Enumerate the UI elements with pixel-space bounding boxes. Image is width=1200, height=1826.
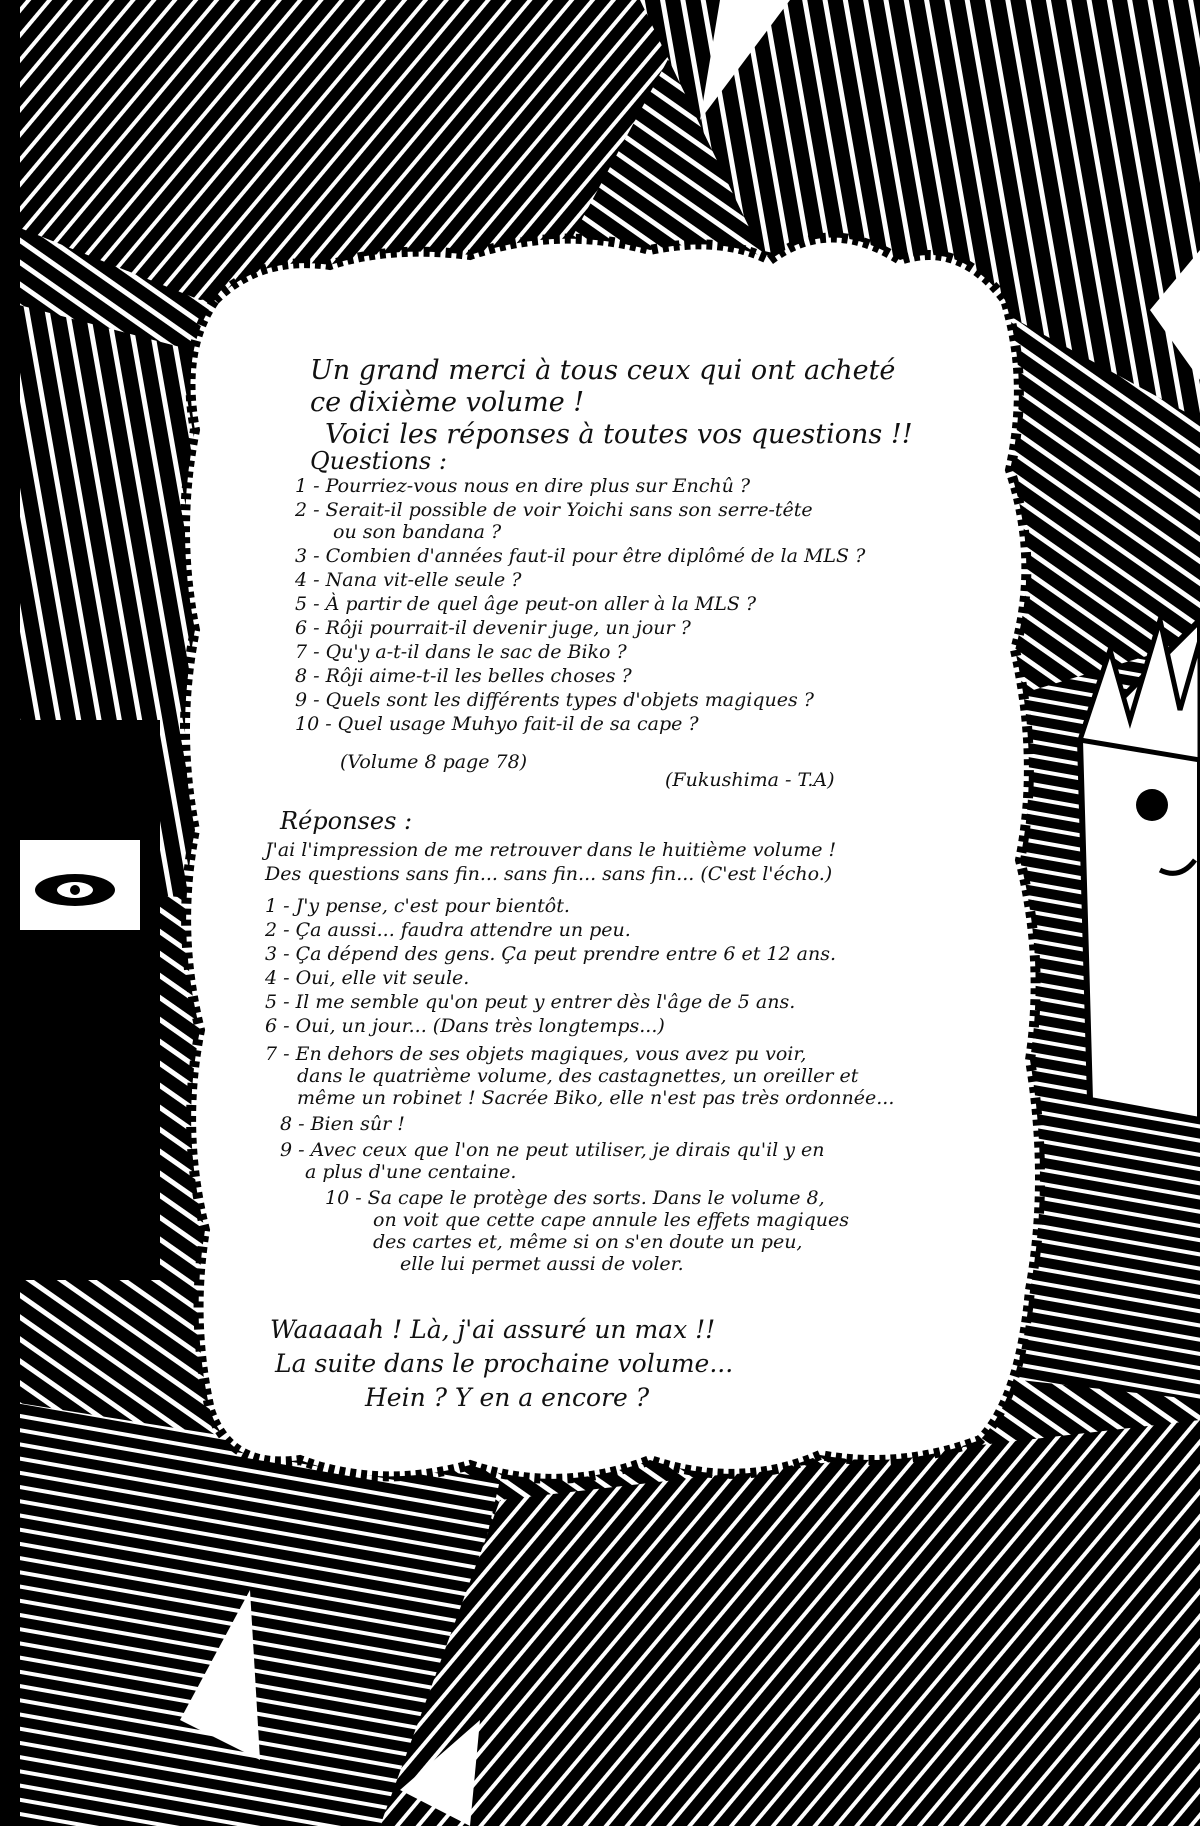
intro-line-1: Un grand merci à tous ceux qui ont acheté (310, 355, 896, 386)
answer-line: 6 - Oui, un jour... (Dans très longtemps...) (265, 1015, 665, 1037)
intro-line-2: ce dixième volume ! (310, 387, 585, 418)
answer-line: elle lui permet aussi de voler. (400, 1253, 684, 1275)
answers-intro-2: Des questions sans fin... sans fin... sans fin... (C'est l'écho.) (265, 863, 833, 885)
question-line: 1 - Pourriez-vous nous en dire plus sur Enchû ? (295, 475, 751, 497)
answer-line: 8 - Bien sûr ! (280, 1113, 405, 1135)
questions-heading: Questions : (310, 447, 447, 475)
outro-line-3: Hein ? Y en a encore ? (365, 1383, 650, 1412)
right-character-illustration (1080, 620, 1200, 1120)
answer-line: 5 - Il me semble qu'on peut y entrer dès l'âge de 5 ans. (265, 991, 796, 1013)
question-line: 3 - Combien d'années faut-il pour être diplômé de la MLS ? (295, 545, 866, 567)
answer-line: on voit que cette cape annule les effets magiques (373, 1209, 850, 1231)
question-line: 8 - Rôji aime-t-il les belles choses ? (295, 665, 632, 687)
answer-line: des cartes et, même si on s'en doute un peu, (373, 1231, 803, 1253)
answer-line: 9 - Avec ceux que l'on ne peut utiliser, je dirais qu'il y en (280, 1139, 825, 1161)
answer-line: 2 - Ça aussi... faudra attendre un peu. (265, 919, 631, 941)
question-line: 6 - Rôji pourrait-il devenir juge, un jour ? (295, 617, 691, 639)
answer-line: 7 - En dehors de ses objets magiques, vous avez pu voir, (265, 1043, 807, 1065)
answer-line: 4 - Oui, elle vit seule. (265, 967, 470, 989)
question-line: 2 - Serait-il possible de voir Yoichi sans son serre-tête (295, 499, 813, 521)
qa-text-panel (255, 345, 1015, 1425)
answer-line: 1 - J'y pense, c'est pour bientôt. (265, 895, 570, 917)
question-line: ou son bandana ? (333, 521, 502, 543)
question-line: 10 - Quel usage Muhyo fait-il de sa cape ? (295, 713, 699, 735)
outro-line-2: La suite dans le prochaine volume... (275, 1349, 734, 1378)
answer-line: 3 - Ça dépend des gens. Ça peut prendre entre 6 et 12 ans. (265, 943, 836, 965)
answer-line: même un robinet ! Sacrée Biko, elle n'est pas très ordonnée... (297, 1087, 895, 1109)
question-line: 5 - À partir de quel âge peut-on aller à la MLS ? (295, 593, 757, 615)
intro-line-3: Voici les réponses à toutes vos questions !! (325, 419, 913, 450)
question-line: 9 - Quels sont les différents types d'objets magiques ? (295, 689, 814, 711)
question-line: 7 - Qu'y a-t-il dans le sac de Biko ? (295, 641, 627, 663)
answer-line: dans le quatrième volume, des castagnettes, un oreiller et (297, 1065, 859, 1087)
answer-line: a plus d'une centaine. (305, 1161, 517, 1183)
question-line: 4 - Nana vit-elle seule ? (295, 569, 522, 591)
answers-heading: Réponses : (280, 807, 413, 835)
answer-line: 10 - Sa cape le protège des sorts. Dans le volume 8, (325, 1187, 825, 1209)
volume-reference: (Volume 8 page 78) (340, 751, 528, 773)
answers-intro-1: J'ai l'impression de me retrouver dans le huitième volume ! (265, 839, 837, 861)
left-character-illustration (20, 720, 160, 1280)
outro-line-1: Waaaaah ! Là, j'ai assuré un max !! (270, 1315, 716, 1344)
reader-credit: (Fukushima - T.A) (665, 769, 835, 791)
